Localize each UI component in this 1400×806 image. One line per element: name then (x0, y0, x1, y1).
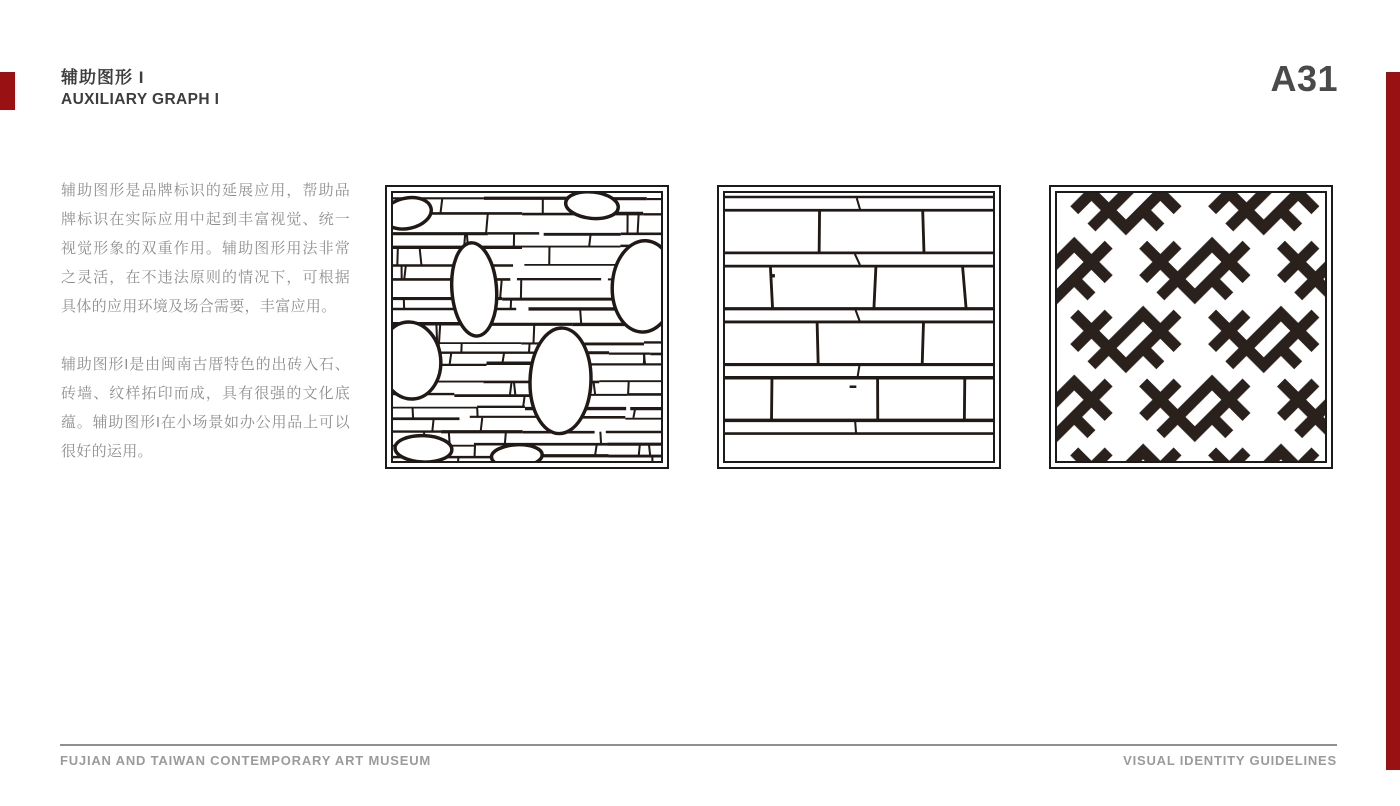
page-header (61, 68, 219, 110)
page-title-chinese: 辅助图形 I (61, 68, 145, 87)
swastika-fret-texture (1055, 191, 1327, 463)
description-paragraph-1: 辅助图形是品牌标识的延展应用，帮助品牌标识在实际应用中起到丰富视觉、统一视觉形象的双重作用。辅助图形用法非常之灵活，在不违法原则的情况下，可根据具体的应用环境及场合需要，丰富应用。 (61, 182, 350, 315)
footer-divider (60, 744, 1337, 746)
page-code: A31 (1270, 58, 1338, 99)
pattern-panel-stone-brick (385, 185, 669, 469)
footer-document-name: VISUAL IDENTITY GUIDELINES (1123, 753, 1337, 768)
description-paragraph-2: 辅助图形I是由闽南古厝特色的出砖入石、砖墙、纹样拓印而成，具有很强的文化底蕴。辅助图形I在小场景如办公用品上可以很好的运用。 (61, 356, 350, 460)
red-accent-left (0, 72, 15, 110)
pattern-panel-swastika-fret (1049, 185, 1333, 469)
page-footer (60, 744, 1337, 768)
description-text (61, 176, 350, 466)
red-accent-right (1386, 72, 1400, 770)
stone-brick-rubbing-texture (391, 191, 663, 463)
brick-wall-texture (723, 191, 995, 463)
page-title-english: AUXILIARY GRAPH I (61, 91, 220, 108)
pattern-panel-brick-wall (717, 185, 1001, 469)
pattern-panels (385, 185, 1333, 469)
footer-museum-name: FUJIAN AND TAIWAN CONTEMPORARY ART MUSEUM (60, 753, 432, 768)
